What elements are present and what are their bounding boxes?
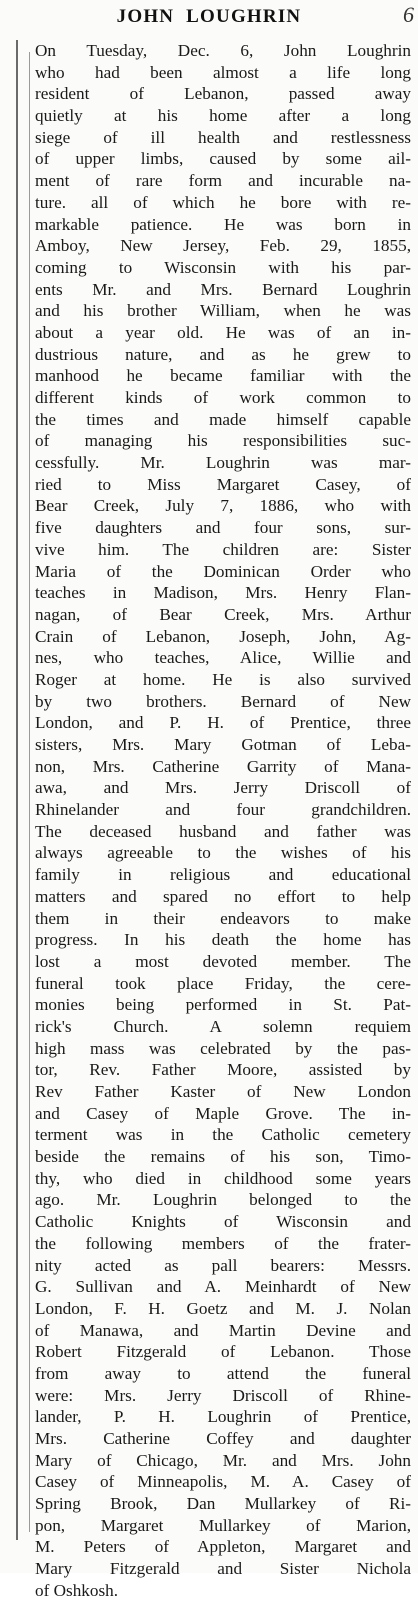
text-line: G. Sullivan and A. Meinhardt of New bbox=[35, 1277, 411, 1297]
text-line: teaches in Madison, Mrs. Henry Flan- bbox=[35, 583, 411, 603]
text-line: beside the remains of his son, Timo- bbox=[35, 1147, 411, 1167]
text-line: monies being performed in St. Pat- bbox=[35, 995, 411, 1015]
text-line: Crain of Lebanon, Joseph, John, Ag- bbox=[35, 626, 411, 646]
text-line: pon, Margaret Mullarkey of Marion, bbox=[35, 1515, 411, 1535]
text-line: terment was in the Catholic cemetery bbox=[35, 1125, 411, 1145]
text-line: resident of Lebanon, passed away bbox=[35, 84, 411, 104]
text-line: Maria of the Dominican Order who bbox=[35, 561, 411, 581]
text-line: matters and spared no effort to help bbox=[35, 886, 411, 906]
text-line: vive him. The children are: Sister bbox=[35, 539, 411, 559]
text-line: from away to attend the funeral bbox=[35, 1363, 411, 1383]
text-line: nagan, of Bear Creek, Mrs. Arthur bbox=[35, 604, 411, 624]
text-line: non, Mrs. Catherine Garrity of Mana- bbox=[35, 756, 411, 776]
text-line: rick's Church. A solemn requiem bbox=[35, 1016, 411, 1036]
obituary-headline: JOHN LOUGHRIN bbox=[116, 6, 302, 27]
text-line: ents Mr. and Mrs. Bernard Loughrin bbox=[35, 279, 411, 299]
column-rule bbox=[16, 40, 18, 1540]
text-line: ried to Miss Margaret Casey, of bbox=[35, 474, 411, 494]
text-line: coming to Wisconsin with his par- bbox=[35, 257, 411, 277]
text-line: and his brother William, when he was bbox=[35, 301, 411, 321]
text-line: always agreeable to the wishes of his bbox=[35, 843, 411, 863]
text-line: Spring Brook, Dan Mullarkey of Ri- bbox=[35, 1494, 411, 1514]
text-line: lander, P. H. Loughrin of Prentice, bbox=[35, 1407, 411, 1427]
text-line: Casey of Minneapolis, M. A. Casey of bbox=[35, 1472, 411, 1492]
text-line: the following members of the frater- bbox=[35, 1233, 411, 1253]
text-line: family in religious and educational bbox=[35, 865, 411, 885]
text-line: cessfully. Mr. Loughrin was mar- bbox=[35, 453, 411, 473]
text-line: Mary of Chicago, Mr. and Mrs. John bbox=[35, 1450, 411, 1470]
text-line: awa, and Mrs. Jerry Driscoll of bbox=[35, 778, 411, 798]
text-line: M. Peters of Appleton, Margaret and bbox=[35, 1537, 411, 1557]
text-line: nity acted as pall bearers: Messrs. bbox=[35, 1255, 411, 1275]
text-line: The deceased husband and father was bbox=[35, 821, 411, 841]
text-line: by two brothers. Bernard of New bbox=[35, 691, 411, 711]
text-line: of Manawa, and Martin Devine and bbox=[35, 1320, 411, 1340]
text-line: nes, who teaches, Alice, Willie and bbox=[35, 648, 411, 668]
text-line: quietly at his home after a long bbox=[35, 106, 411, 126]
text-line: funeral took place Friday, the cere- bbox=[35, 973, 411, 993]
text-line: ment of rare form and incurable na- bbox=[35, 171, 411, 191]
text-line: of Oshkosh. bbox=[35, 1580, 119, 1600]
text-line: ago. Mr. Loughrin belonged to the bbox=[35, 1190, 411, 1210]
text-line: sisters, Mrs. Mary Gotman of Leba- bbox=[35, 735, 411, 754]
page-number-mark: 6 bbox=[403, 2, 414, 27]
column-rule-inner bbox=[29, 52, 30, 1532]
text-line: who had been almost a life long bbox=[35, 62, 411, 82]
text-line: the times and made himself capable bbox=[35, 409, 411, 429]
text-line: ture. all of which he bore with re- bbox=[35, 192, 411, 212]
text-line: Robert Fitzgerald of Lebanon. Those bbox=[35, 1342, 411, 1362]
text-line: about a year old. He was of an in- bbox=[35, 322, 411, 342]
text-line: Mrs. Catherine Coffey and daughter bbox=[35, 1429, 411, 1448]
text-line: Rhinelander and four grandchildren. bbox=[35, 800, 411, 820]
text-line: and Casey of Maple Grove. The in- bbox=[35, 1103, 411, 1123]
text-line: siege of ill health and restlessness bbox=[35, 127, 411, 147]
text-line: high mass was celebrated by the pas- bbox=[35, 1038, 411, 1058]
text-line: five daughters and four sons, sur- bbox=[35, 518, 411, 538]
text-line: progress. In his death the home has bbox=[35, 930, 411, 950]
text-line: markable patience. He was born in bbox=[35, 214, 411, 234]
text-line: tor, Rev. Father Moore, assisted by bbox=[35, 1060, 411, 1080]
text-line: manhood he became familiar with the bbox=[35, 366, 411, 386]
text-line: thy, who died in childhood some years bbox=[35, 1168, 411, 1188]
text-line: London, F. H. Goetz and M. J. Nolan bbox=[35, 1298, 411, 1318]
text-line: dustrious nature, and as he grew to bbox=[35, 344, 411, 364]
text-line: Amboy, New Jersey, Feb. 29, 1855, bbox=[35, 236, 411, 256]
text-line: Catholic Knights of Wisconsin and bbox=[35, 1212, 411, 1232]
obituary-body bbox=[35, 40, 411, 1600]
text-line: Mary Fitzgerald and Sister Nichola bbox=[35, 1559, 411, 1579]
text-line: Rev Father Kaster of New London bbox=[35, 1082, 411, 1101]
text-line: London, and P. H. of Prentice, three bbox=[35, 713, 411, 733]
text-line: of upper limbs, caused by some ail- bbox=[35, 149, 411, 169]
text-line: them in their endeavors to make bbox=[35, 908, 411, 928]
text-line: Bear Creek, July 7, 1886, who with bbox=[35, 496, 411, 516]
text-line: were: Mrs. Jerry Driscoll of Rhine- bbox=[35, 1385, 411, 1405]
text-line: On Tuesday, Dec. 6, John Loughrin bbox=[35, 41, 411, 60]
text-line: of managing his responsibilities suc- bbox=[35, 431, 411, 451]
text-line: Roger at home. He is also survived bbox=[35, 669, 411, 689]
text-line: lost a most devoted member. The bbox=[35, 951, 411, 971]
text-line: different kinds of work common to bbox=[35, 388, 411, 407]
